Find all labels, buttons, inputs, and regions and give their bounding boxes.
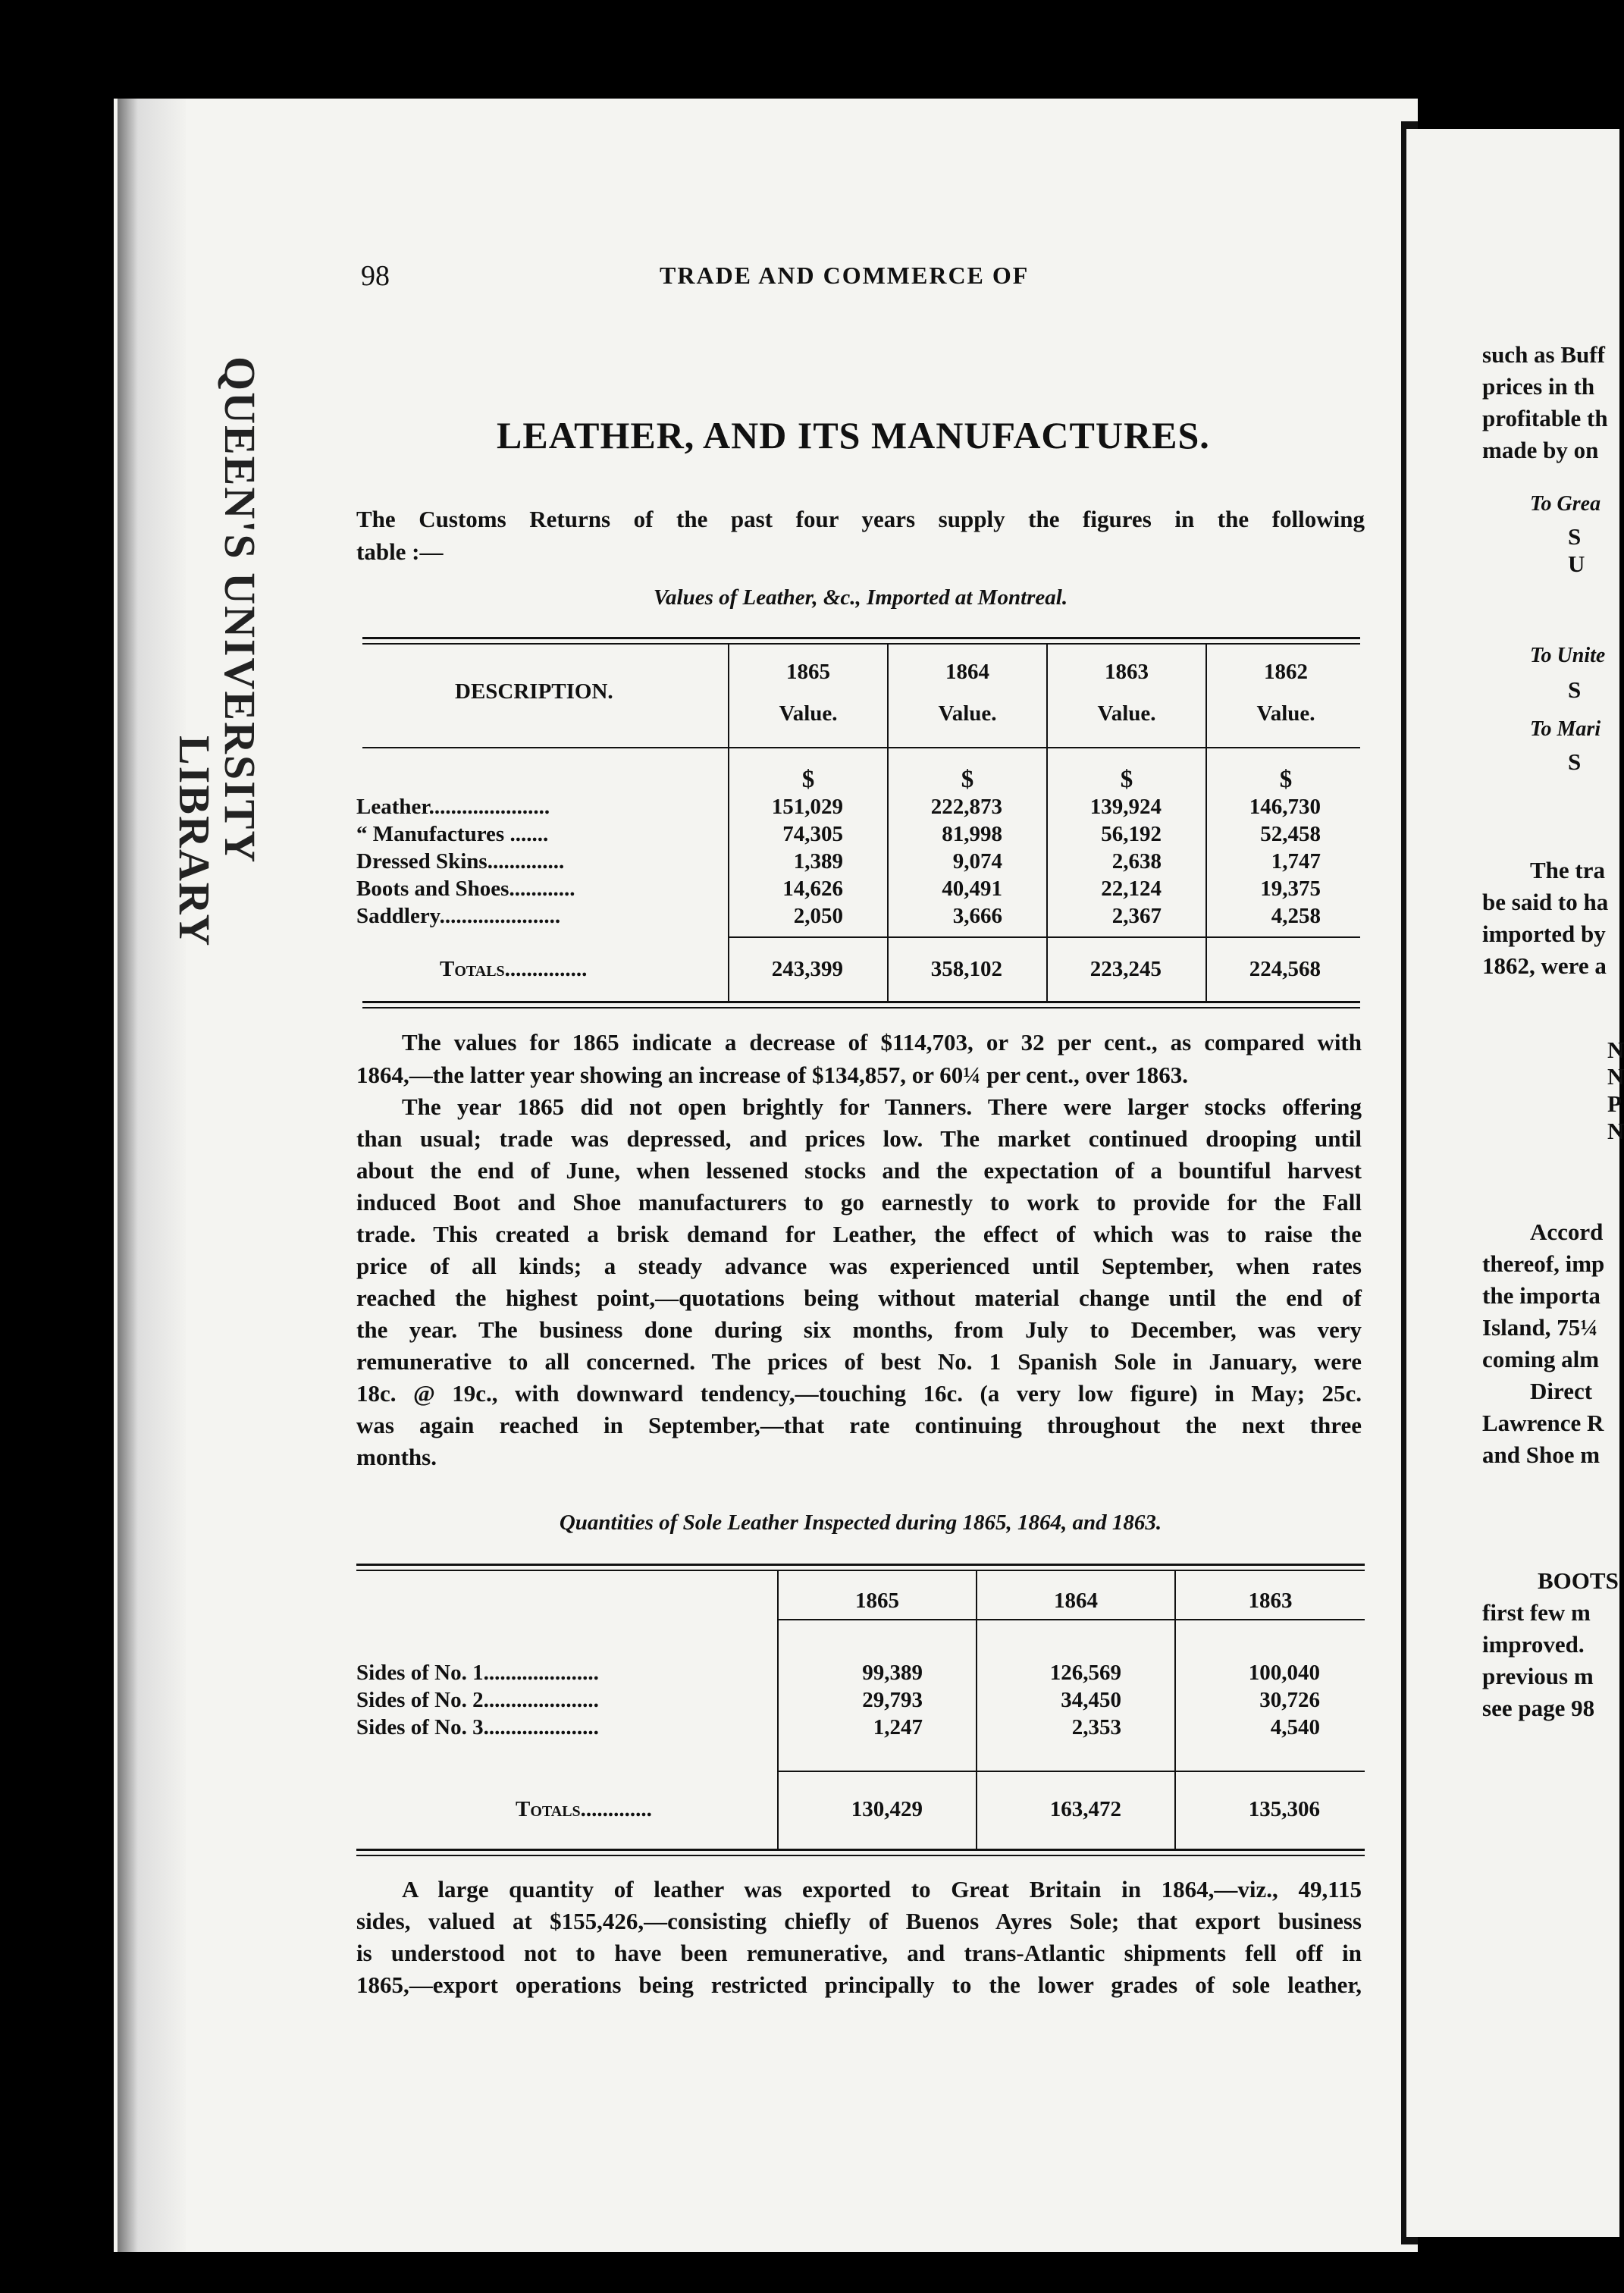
paragraph2-line: remunerative to all concerned. The prices of best No. 1 Spanish Sole in January, were	[356, 1348, 1362, 1375]
right-page-line: S	[1568, 523, 1582, 550]
table1-currency: $	[1120, 766, 1133, 793]
right-page-line: N	[1607, 1037, 1624, 1063]
right-page-line: made by on	[1482, 437, 1599, 463]
table1-bottom-rule	[362, 1001, 1360, 1003]
right-page-line: Accord	[1530, 1219, 1604, 1245]
table2-bottom-rule-2	[356, 1855, 1365, 1856]
right-page-line: first few m	[1482, 1599, 1591, 1626]
table1-row-label: “ Manufactures .......	[356, 822, 549, 846]
table2-total: 163,472	[1049, 1797, 1121, 1821]
table1-cell: 2,638	[1111, 849, 1162, 874]
table1-value-header: Value.	[1097, 701, 1156, 726]
table1-year-header: 1862	[1264, 660, 1308, 684]
table2-cell: 126,569	[1049, 1661, 1121, 1685]
table1-cell: 222,873	[930, 795, 1002, 819]
right-page-line: P	[1607, 1090, 1622, 1117]
right-page-line: the importa	[1482, 1282, 1600, 1309]
paragraph2-line: months.	[356, 1444, 437, 1470]
table1-cell: 3,666	[952, 904, 1002, 928]
table1-top-rule-2	[362, 643, 1360, 645]
table1-caption: Values of Leather, &c., Imported at Montreal.	[653, 585, 1068, 610]
table2-row-label: Sides of No. 1.....................	[356, 1661, 599, 1685]
paragraph2-line: induced Boot and Shoe manufacturers to go earnestly to work to provide for the Fall	[356, 1189, 1362, 1216]
running-title: TRADE AND COMMERCE OF	[660, 262, 1030, 289]
right-page-line: The tra	[1530, 857, 1606, 883]
table1-total: 224,568	[1249, 957, 1321, 981]
table1-cell: 1,389	[793, 849, 843, 874]
table2-bottom-rule	[356, 1849, 1365, 1851]
section-title: LEATHER, AND ITS MANUFACTURES.	[497, 414, 1210, 456]
paragraph2-line: than usual; trade was depressed, and prices low. The market continued drooping until	[356, 1125, 1362, 1152]
paragraph3-line: 1865,—export operations being restricted principally to the lower grades of sole leather,	[356, 1971, 1362, 1998]
table1-description-header: DESCRIPTION.	[455, 679, 613, 704]
table2-totals-rule	[777, 1771, 1365, 1772]
right-page-line: see page 98	[1482, 1695, 1595, 1721]
table1-total: 243,399	[771, 957, 843, 981]
table1-year-header: 1863	[1105, 660, 1149, 684]
paragraph1-line: The values for 1865 indicate a decrease of $114,703, or 32 per cent., as compared with	[402, 1029, 1362, 1056]
paragraph3-line: A large quantity of leather was exported to Great Britain in 1864,—viz., 49,115	[402, 1876, 1362, 1902]
table1-cell: 151,029	[771, 795, 843, 819]
right-page-line: N	[1607, 1063, 1624, 1090]
intro-line-1: The Customs Returns of the past four years supply the figures in the following	[356, 506, 1365, 532]
table1-year-header: 1864	[945, 660, 989, 684]
table1-cell: 2,367	[1111, 904, 1162, 928]
right-page-line: U	[1568, 551, 1585, 577]
table1-header-rule	[362, 747, 1360, 748]
table1-cell: 1,747	[1271, 849, 1321, 874]
paragraph2-line: was again reached in September,—that rate continuing throughout the next three	[356, 1412, 1362, 1438]
table1-cell: 56,192	[1101, 822, 1162, 846]
right-page-line: previous m	[1482, 1663, 1594, 1689]
table2-row-label: Sides of No. 2.....................	[356, 1688, 599, 1712]
table1-value-header: Value.	[938, 701, 997, 726]
table1-total: 358,102	[930, 957, 1002, 981]
paragraph3-line: sides, valued at $155,426,—consisting chiefly of Buenos Ayres Sole; that export business	[356, 1908, 1362, 1934]
right-page-line: Lawrence R	[1482, 1410, 1604, 1436]
table2-cell: 1,247	[873, 1715, 923, 1739]
right-page-line: Island, 75¼	[1482, 1314, 1598, 1341]
table1-cell: 4,258	[1271, 904, 1321, 928]
table1-totals-rule	[728, 936, 1360, 938]
table2-caption: Quantities of Sole Leather Inspected during 1865, 1864, and 1863.	[559, 1510, 1162, 1535]
table2-cell: 29,793	[862, 1688, 923, 1712]
table2-cell: 30,726	[1259, 1688, 1320, 1712]
paragraph2-line: about the end of June, when lessened stocks and the expectation of a bountiful harvest	[356, 1157, 1362, 1184]
right-page-line: BOOTS	[1538, 1567, 1619, 1594]
table2-cell: 99,389	[862, 1661, 923, 1685]
table1-cell: 139,924	[1089, 795, 1162, 819]
table2-year-header: 1864	[1054, 1589, 1098, 1613]
table2-cell: 2,353	[1071, 1715, 1121, 1739]
table2-year-header: 1863	[1248, 1589, 1293, 1613]
paragraph3-line: is understood not to have been remunerative, and trans-Atlantic shipments fell off in	[356, 1940, 1362, 1966]
table1-cell: 40,491	[942, 877, 1002, 901]
paragraph2-line: price of all kinds; a steady advance was experienced until September, when rates	[356, 1253, 1362, 1279]
table2-cell: 100,040	[1248, 1661, 1320, 1685]
table1-top-rule	[362, 637, 1360, 639]
table1-totals-label: Totals...............	[440, 957, 588, 981]
right-page-line: N	[1607, 1118, 1624, 1144]
table2-year-header: 1865	[855, 1589, 899, 1613]
right-page-line: prices in th	[1482, 373, 1595, 400]
table1-cell: 2,050	[793, 904, 843, 928]
table1-cell: 74,305	[782, 822, 843, 846]
spine-stamp-line-1: QUEEN'S UNIVERSITY	[215, 356, 265, 864]
spine-library-stamp	[114, 356, 265, 1509]
table1-row-label: Dressed Skins..............	[356, 849, 565, 874]
table1-currency: $	[961, 766, 974, 793]
table2-totals-label: Totals.............	[516, 1797, 652, 1821]
table1-row-label: Leather......................	[356, 795, 550, 819]
table1-value-header: Value.	[779, 701, 838, 726]
intro-line-2: table :—	[356, 538, 444, 565]
table2-row-label: Sides of No. 3.....................	[356, 1715, 599, 1739]
right-page-line: S	[1568, 748, 1582, 775]
table1-currency: $	[801, 766, 815, 793]
right-page-line: To Mari	[1530, 717, 1601, 741]
table1-row-label: Saddlery......................	[356, 904, 561, 928]
table1-cell: 52,458	[1260, 822, 1321, 846]
right-page-line: S	[1568, 676, 1582, 703]
right-page-line: thereof, imp	[1482, 1250, 1605, 1277]
right-page-line: such as Buff	[1482, 341, 1605, 368]
table1-currency: $	[1279, 766, 1293, 793]
right-page-line: To Unite	[1530, 644, 1606, 667]
right-page-line: coming alm	[1482, 1346, 1600, 1372]
paragraph2-line: reached the highest point,—quotations being without material change until the end of	[356, 1285, 1362, 1311]
table1-cell: 81,998	[942, 822, 1002, 846]
right-page-line: To Grea	[1530, 492, 1601, 516]
table2-total: 135,306	[1248, 1797, 1320, 1821]
right-page-line: Direct	[1530, 1378, 1593, 1404]
page-number: 98	[361, 260, 390, 292]
table1-cell: 9,074	[952, 849, 1002, 874]
table1-year-header: 1865	[786, 660, 830, 684]
table2-header-rule	[777, 1619, 1365, 1620]
table1-total: 223,245	[1089, 957, 1162, 981]
paragraph2-line: trade. This created a brisk demand for Leather, the effect of which was to raise the	[356, 1221, 1362, 1247]
paragraph2-line: 18c. @ 19c., with downward tendency,—touching 16c. (a very low figure) in May; 25c.	[356, 1380, 1362, 1407]
right-page-line: 1862, were a	[1482, 952, 1607, 979]
right-page-line: imported by	[1482, 921, 1606, 947]
table1-bottom-rule-2	[362, 1007, 1360, 1008]
table1-cell: 14,626	[782, 877, 843, 901]
table1-cell: 146,730	[1249, 795, 1321, 819]
table1-row-label: Boots and Shoes............	[356, 877, 575, 901]
spine-stamp-line-2: LIBRARY	[170, 736, 219, 948]
right-page-line: improved.	[1482, 1631, 1585, 1658]
paragraph2-line: The year 1865 did not open brightly for Tanners. There were larger stocks offering	[402, 1093, 1362, 1120]
table2-cell: 4,540	[1270, 1715, 1320, 1739]
table1-cell: 19,375	[1260, 877, 1321, 901]
table2-cell: 34,450	[1061, 1688, 1121, 1712]
right-page-line: profitable th	[1482, 405, 1608, 431]
right-page-line: be said to ha	[1482, 889, 1609, 915]
table2-top-rule-2	[356, 1570, 1365, 1571]
paragraph2-line: the year. The business done during six months, from July to December, was very	[356, 1316, 1362, 1343]
paragraph1-line: 1864,—the latter year showing an increase of $134,857, or 60¼ per cent., over 1863.	[356, 1062, 1188, 1088]
right-page-line: and Shoe m	[1482, 1441, 1600, 1468]
table1-value-header: Value.	[1256, 701, 1315, 726]
table1-cell: 22,124	[1101, 877, 1162, 901]
table2-top-rule	[356, 1564, 1365, 1566]
table2-total: 130,429	[851, 1797, 923, 1821]
